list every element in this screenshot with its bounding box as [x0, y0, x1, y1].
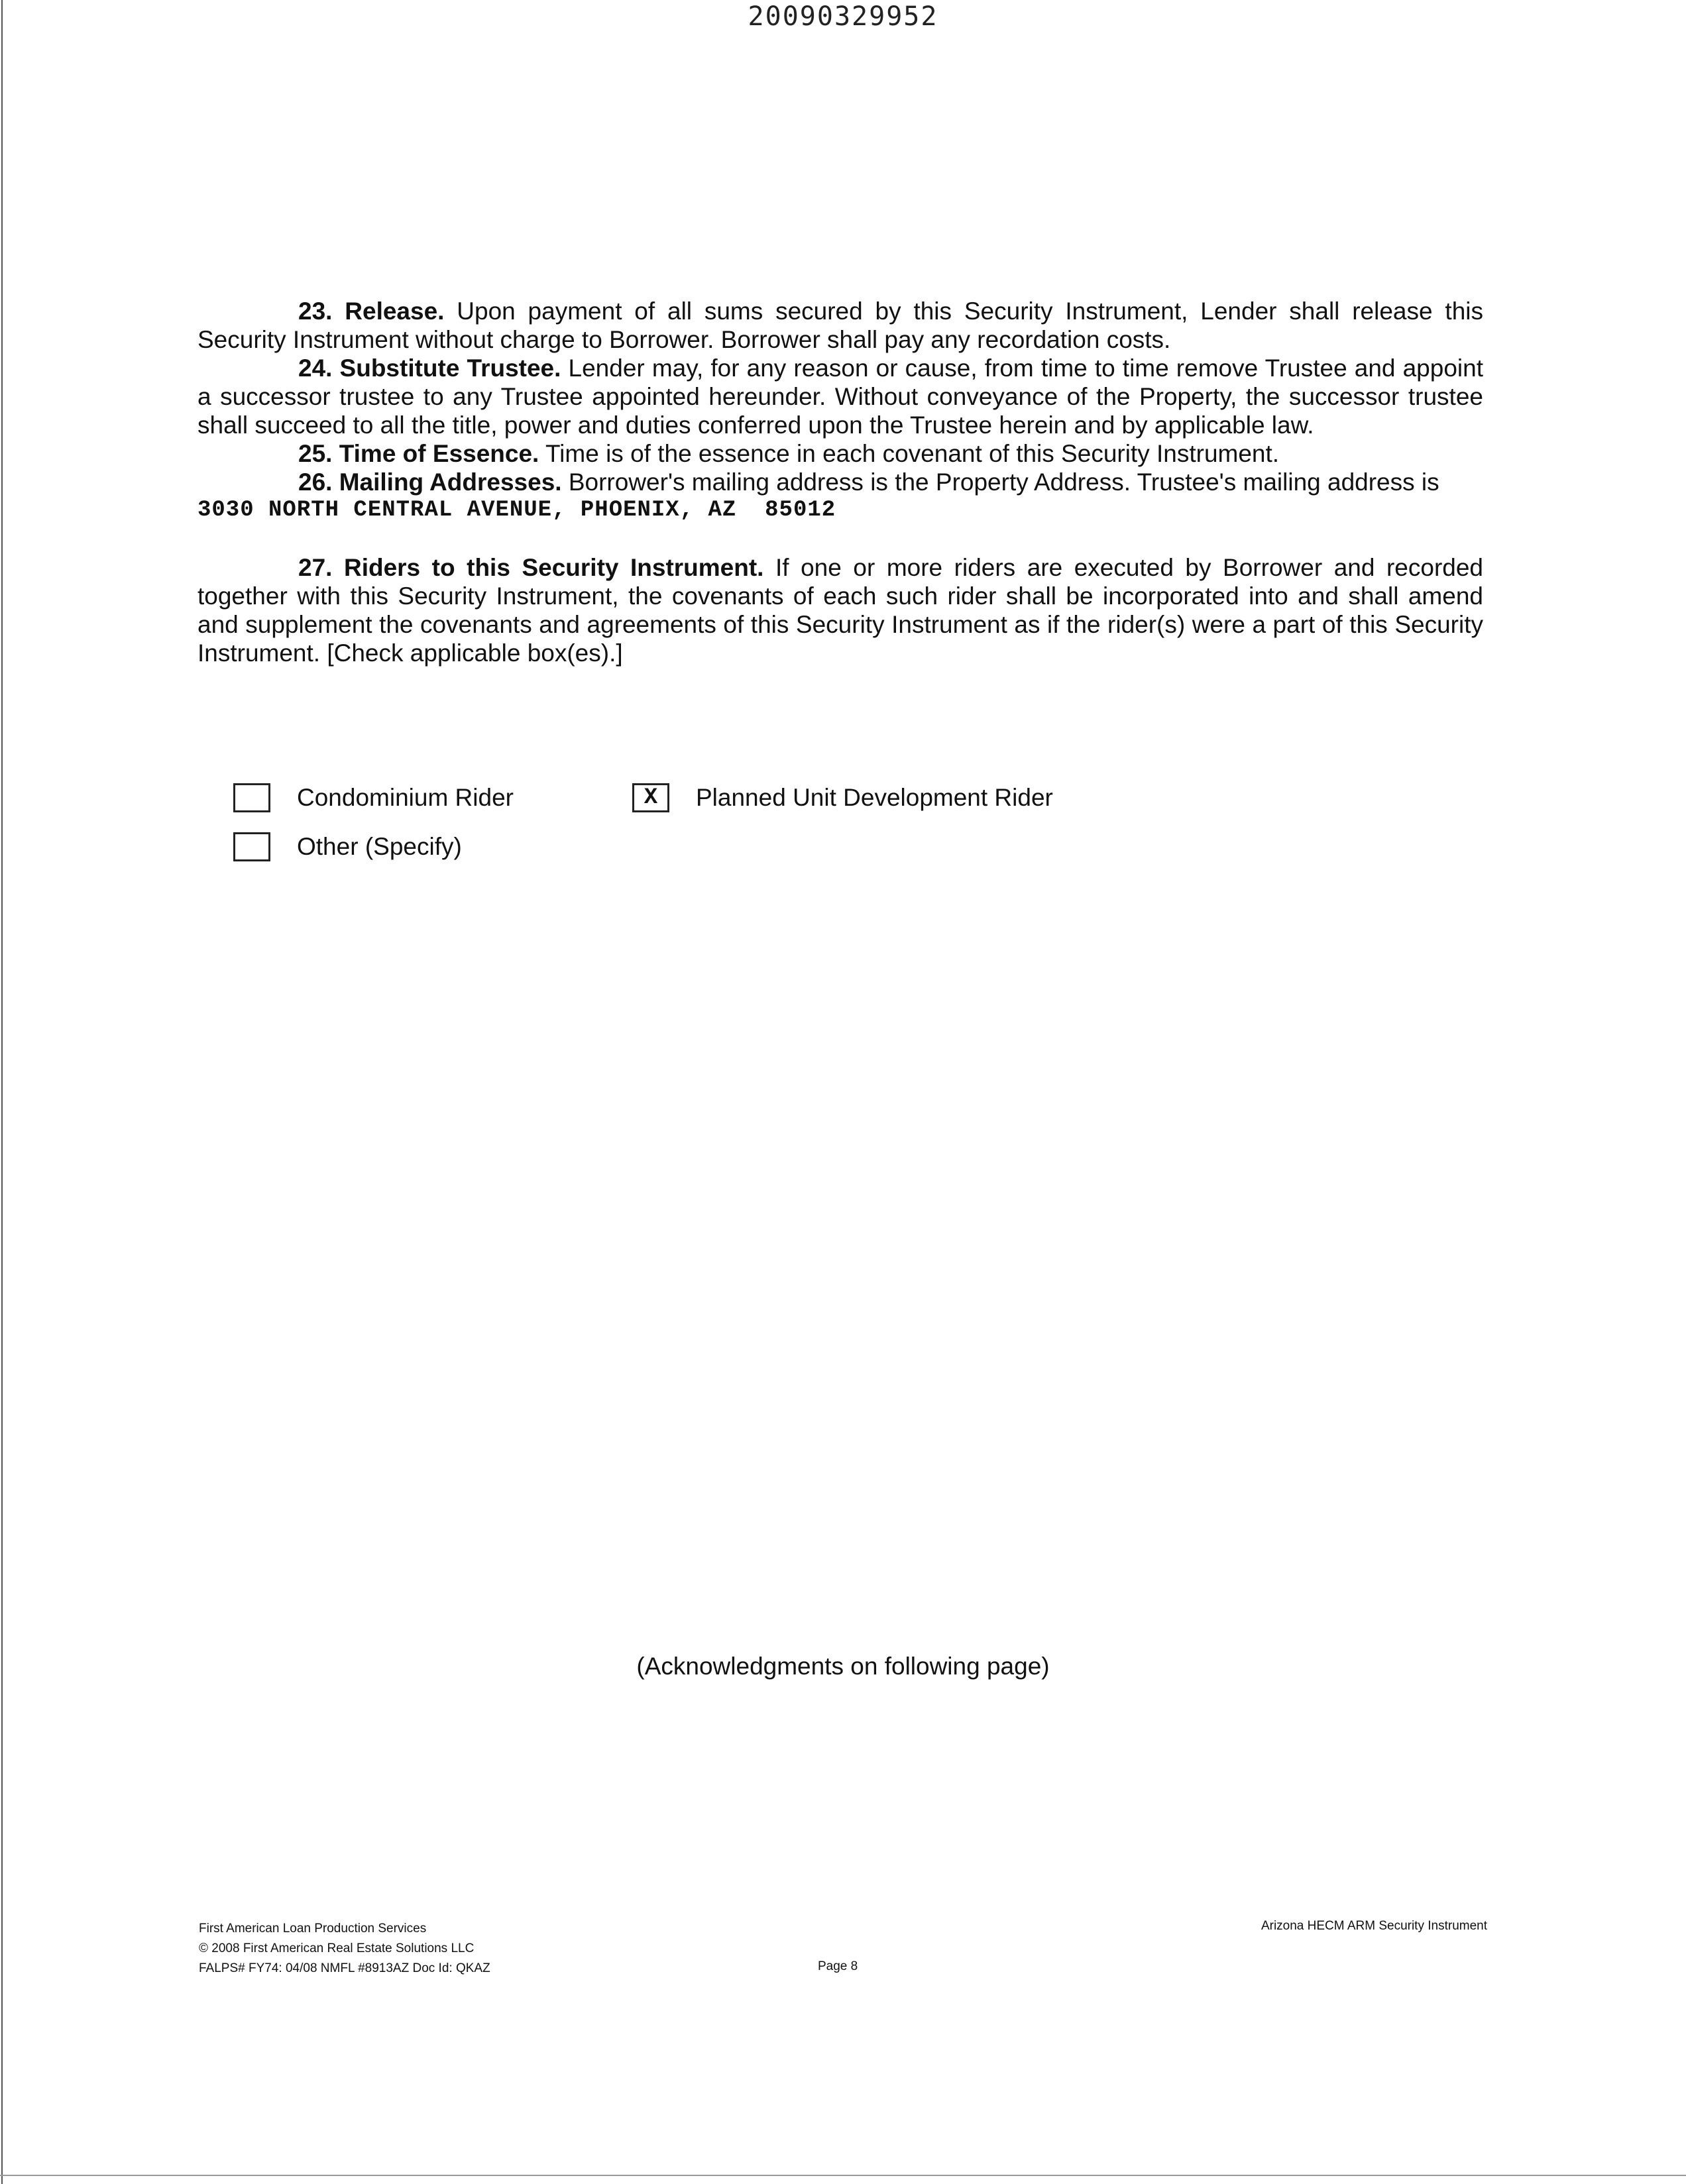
footer-publisher-block [199, 1919, 490, 1979]
other-rider-checkbox[interactable] [233, 832, 270, 861]
section-26-mailing-addresses [197, 468, 1483, 496]
scan-bottom-edge [0, 2175, 1686, 2176]
rider-planned-unit-development[interactable] [632, 783, 1053, 812]
section-heading: 26. Mailing Addresses. [298, 468, 562, 496]
section-24-substitute-trustee [197, 354, 1483, 439]
form-title: Arizona HECM ARM Security Instrument [1261, 1919, 1487, 1933]
footer-line-3: FALPS# FY74: 04/08 NMFL #8913AZ Doc Id: QKAZ [199, 1961, 490, 1975]
section-23-release [197, 297, 1483, 354]
footer-line-2: © 2008 First American Real Estate Solutions LLC [199, 1941, 475, 1955]
section-text: If one or more riders are executed by Borrower and recorded together with this Security Instrument, the covenants of each such rider shall be incorporated into and shall amend and supplement the covenants and agreements of this Security Instrument as if the rider(s) were a part of this Security Instrument. [Check applicable box(es).] [197, 554, 1483, 667]
section-text: Time is of the essence in each covenant of this Security Instrument. [539, 440, 1280, 467]
other-rider-label: Other (Specify) [297, 833, 462, 860]
section-heading: 25. Time of Essence. [298, 440, 539, 467]
condominium-rider-label: Condominium Rider [297, 784, 514, 811]
pud-rider-checkbox[interactable]: X [632, 783, 669, 812]
trustee-address: 3030 NORTH CENTRAL AVENUE, PHOENIX, AZ 85012 [197, 498, 836, 523]
section-text: Upon payment of all sums secured by this Security Instrument, Lender shall release this Security Instrument without charge to Borrower. Borrower shall pay any recordation costs. [197, 298, 1483, 353]
rider-condominium[interactable] [233, 783, 514, 812]
section-25-time-of-essence [197, 439, 1483, 468]
document-number: 20090329952 [748, 1, 938, 32]
section-27-riders [197, 553, 1483, 667]
pud-rider-label: Planned Unit Development Rider [696, 784, 1053, 811]
acknowledgments-note: (Acknowledgments on following page) [636, 1653, 1050, 1680]
scan-left-edge [1, 0, 3, 2184]
section-heading: 23. Release. [298, 298, 445, 325]
section-heading: 24. Substitute Trustee. [298, 355, 561, 382]
page-number: Page 8 [818, 1959, 858, 1973]
section-text: Lender may, for any reason or cause, from time to time remove Trustee and appoint a successor trustee to any Trustee appointed hereunder. Without conveyance of the Property, the successor trustee shall succeed to all the title, power and duties conferred upon the Trustee herein and by applicable law. [197, 355, 1483, 439]
document-body [197, 297, 1483, 667]
section-text: Borrower's mailing address is the Property Address. Trustee's mailing address is [561, 468, 1439, 496]
section-heading: 27. Riders to this Security Instrument. [298, 554, 764, 581]
rider-other[interactable] [233, 832, 462, 861]
condominium-rider-checkbox[interactable] [233, 783, 270, 812]
footer-line-1: First American Loan Production Services [199, 1922, 427, 1936]
